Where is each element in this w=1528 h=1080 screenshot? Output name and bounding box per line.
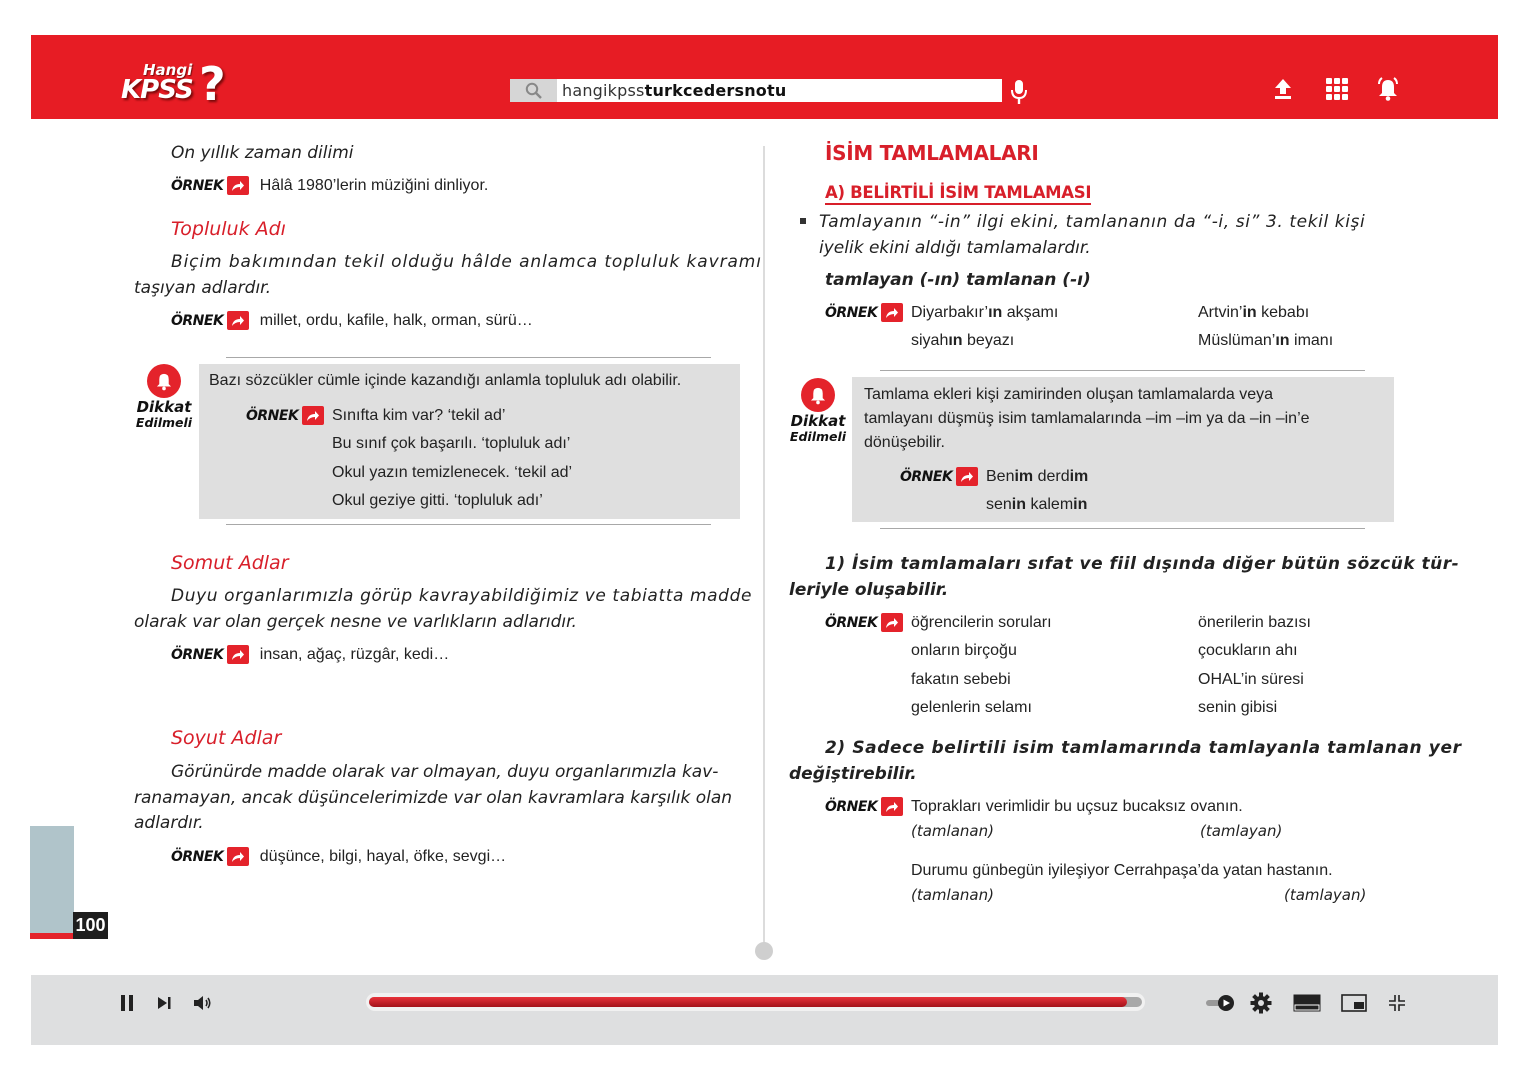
bullet-text: Tamlayanın “-in” ilgi ekini, tamlananın da “-i, si” 3. tekil kişi xyxy=(819,212,1366,232)
example-text: düşünce, bilgi, hayal, öfke, sevgi… xyxy=(259,847,507,865)
autoplay-toggle-icon xyxy=(1204,994,1236,1012)
example-row xyxy=(171,645,449,664)
search-input[interactable] xyxy=(562,81,786,100)
page-divider xyxy=(763,146,765,950)
logo-line1: Hangi xyxy=(143,61,193,79)
badge-line1: Dikkat xyxy=(136,398,192,416)
divider-line xyxy=(880,370,1365,371)
note-example: senin kalemin xyxy=(986,496,1088,513)
example-row xyxy=(171,847,506,866)
logo-line2: KPSS xyxy=(121,75,193,105)
example-text: siyahın beyazı xyxy=(911,332,1015,349)
example-annotation: (tamlayan) xyxy=(1200,822,1283,840)
example-sentence: Toprakları verimlidir bu uçsuz bucaksız ovanın. xyxy=(911,798,1243,815)
volume-icon xyxy=(193,994,213,1012)
note-text: Tamlama ekleri kişi zamirinden oluşan tamlamalarda veya xyxy=(864,386,1274,403)
ornek-label: ÖRNEK xyxy=(246,406,324,425)
bullet-text: iyelik ekini aldığı tamlamalardır. xyxy=(819,238,1091,258)
section-body-line: Duyu organlarımızla görüp kavrayabildiğimiz ve tabiatta madde xyxy=(171,586,753,606)
divider-line xyxy=(880,528,1365,529)
example-sentence: Durumu günbegün iyileşiyor Cerrahpaşa’da yatan hastanın. xyxy=(911,862,1333,879)
volume-button[interactable] xyxy=(192,993,214,1013)
rule-text: leriyle oluşabilir. xyxy=(789,580,949,600)
rule-text: 1) İsim tamlamaları sıfat ve fiil dışında diğer bütün sözcük tür- xyxy=(825,554,1460,574)
progress-fill xyxy=(369,997,1127,1007)
rule-text: 2) Sadece belirtili isim tamlamarında tamlayanla tamlanan yer xyxy=(825,738,1462,758)
rule-text: değiştirebilir. xyxy=(789,764,917,784)
example-text: insan, ağaç, rüzgâr, kedi… xyxy=(259,645,450,663)
progress-bar[interactable] xyxy=(366,993,1145,1011)
example-text: senin gibisi xyxy=(1198,699,1278,716)
divider-line xyxy=(226,357,711,358)
page-title: İSİM TAMLAMALARI xyxy=(825,141,1039,165)
arrow-icon xyxy=(227,176,249,195)
ornek-label: ÖRNEK xyxy=(171,176,249,195)
example-row xyxy=(171,176,488,195)
example-row xyxy=(171,311,533,330)
dikkat-badge xyxy=(783,378,853,444)
arrow-icon xyxy=(881,303,903,322)
example-text: çocukların ahı xyxy=(1198,642,1298,659)
example-annotation: (tamlanan) xyxy=(911,822,994,840)
example-text: öğrencilerin soruları xyxy=(911,614,1052,631)
ornek-label: ÖRNEK xyxy=(825,303,903,322)
top-bar xyxy=(31,35,1498,119)
upload-button[interactable] xyxy=(1269,75,1297,103)
example-text: OHAL’in süresi xyxy=(1198,671,1304,688)
section-body-line: ranamayan, ancak düşüncelerimizde var olan kavramlara karşılık olan xyxy=(134,788,733,808)
badge-line2: Edilmeli xyxy=(789,429,847,444)
example-text: onların birçoğu xyxy=(911,642,1017,659)
ornek-label-row xyxy=(246,406,324,425)
fullscreen-exit-button[interactable] xyxy=(1387,993,1407,1013)
section-body-line: taşıyan adlardır. xyxy=(134,278,272,298)
note-example: Okul geziye gitti. ‘topluluk adı’ xyxy=(332,492,543,509)
search-query-prefix: hangikpss xyxy=(562,81,645,100)
logo-mark: ? xyxy=(199,57,226,111)
section-title: Topluluk Adı xyxy=(171,218,286,240)
arrow-icon xyxy=(956,467,978,486)
ornek-label: ÖRNEK xyxy=(825,797,903,816)
arrow-icon xyxy=(881,797,903,816)
autoplay-toggle[interactable] xyxy=(1204,993,1236,1013)
section-title: Somut Adlar xyxy=(171,552,289,574)
ornek-label: ÖRNEK xyxy=(171,645,249,664)
ornek-label: ÖRNEK xyxy=(900,467,978,486)
page-number: 100 xyxy=(73,912,108,939)
example-text: millet, ordu, kafile, halk, orman, sürü… xyxy=(259,311,533,329)
ornek-label: ÖRNEK xyxy=(825,613,903,632)
hangi-kpss-logo[interactable] xyxy=(121,57,241,111)
ornek-label: ÖRNEK xyxy=(171,847,249,866)
section-body-line: Görünürde madde olarak var olmayan, duyu organlarımızla kav- xyxy=(171,762,719,782)
arrow-icon xyxy=(227,311,249,330)
page-divider-handle[interactable] xyxy=(755,942,773,960)
fullscreen-exit-icon xyxy=(1388,994,1406,1012)
example-annotation: (tamlanan) xyxy=(911,886,994,904)
pause-button[interactable] xyxy=(117,993,137,1013)
ornek-label-row xyxy=(825,303,903,322)
apps-button[interactable] xyxy=(1323,75,1351,103)
notification-bell-icon xyxy=(1374,75,1402,103)
dikkat-badge xyxy=(129,364,199,430)
section-body-line: olarak var olan gerçek nesne ve varlıkların adlarıdır. xyxy=(134,612,577,632)
note-example: Okul yazın temizlenecek. ‘tekil ad’ xyxy=(332,464,573,481)
example-text: fakatın sebebi xyxy=(911,671,1011,688)
settings-icon xyxy=(1250,992,1272,1014)
formula: tamlayan (-ın) tamlanan (-ı) xyxy=(825,270,1091,290)
example-annotation: (tamlayan) xyxy=(1284,886,1367,904)
arrow-icon xyxy=(302,406,324,425)
example-text: Hâlâ 1980’lerin müziğini dinliyor. xyxy=(259,176,489,194)
ornek-label: ÖRNEK xyxy=(171,311,249,330)
miniplayer-button[interactable] xyxy=(1340,993,1368,1013)
notifications-button[interactable] xyxy=(1374,75,1402,103)
search-query-bold: turkcedersnotu xyxy=(644,81,787,100)
note-text: tamlayanı düşmüş isim tamlamalarında –im –im ya da –in –in’e xyxy=(864,410,1310,427)
section-body-line: adlardır. xyxy=(134,813,204,833)
search-button[interactable] xyxy=(510,79,557,102)
bell-icon xyxy=(147,364,181,398)
search-icon xyxy=(525,82,543,100)
settings-button[interactable] xyxy=(1249,993,1273,1013)
search-bar[interactable] xyxy=(510,79,1002,102)
page-tab-accent xyxy=(30,933,74,939)
ornek-label-row xyxy=(825,797,903,816)
example-text: gelenlerin selamı xyxy=(911,699,1032,716)
badge-line2: Edilmeli xyxy=(135,415,193,430)
theater-mode-button[interactable] xyxy=(1292,993,1322,1013)
section-title: Soyut Adlar xyxy=(171,727,282,749)
arrow-icon xyxy=(227,645,249,664)
note-text: Bazı sözcükler cümle içinde kazandığı anlamla topluluk adı olabilir. xyxy=(209,372,682,389)
theater-mode-icon xyxy=(1293,994,1321,1012)
ornek-label-row xyxy=(900,467,978,486)
microphone-icon xyxy=(1009,79,1029,105)
next-button[interactable] xyxy=(155,993,173,1013)
note-example: Bu sınıf çok başarılı. ‘topluluk adı’ xyxy=(332,435,571,452)
upload-icon xyxy=(1269,75,1297,103)
apps-grid-icon xyxy=(1323,75,1351,103)
pause-icon xyxy=(120,994,134,1012)
example-text: Diyarbakır’ın akşamı xyxy=(911,304,1059,321)
example-text: Artvin’in kebabı xyxy=(1198,304,1310,321)
arrow-icon xyxy=(227,847,249,866)
subtitle: A) BELİRTİLİ İSİM TAMLAMASI xyxy=(825,183,1091,205)
note-example: Sınıfta kim var? ‘tekil ad’ xyxy=(332,407,506,424)
note-example: Benim derdim xyxy=(986,468,1089,485)
miniplayer-icon xyxy=(1341,994,1367,1012)
note-text: dönüşebilir. xyxy=(864,434,945,451)
page-tab xyxy=(30,826,74,934)
divider-line xyxy=(226,524,711,525)
microphone-button[interactable] xyxy=(1009,79,1029,105)
example-text: önerilerin bazısı xyxy=(1198,614,1311,631)
badge-line1: Dikkat xyxy=(790,412,846,430)
bell-icon xyxy=(801,378,835,412)
example-text: Müslüman’ın imanı xyxy=(1198,332,1334,349)
arrow-icon xyxy=(881,613,903,632)
ornek-label-row xyxy=(825,613,903,632)
section-body-line: Biçim bakımından tekil olduğu hâlde anlamca topluluk kavramı xyxy=(171,252,762,272)
bullet-icon xyxy=(800,218,806,224)
intro-line: On yıllık zaman dilimi xyxy=(171,143,354,163)
video-player-controls xyxy=(31,975,1498,1045)
next-icon xyxy=(157,996,171,1010)
